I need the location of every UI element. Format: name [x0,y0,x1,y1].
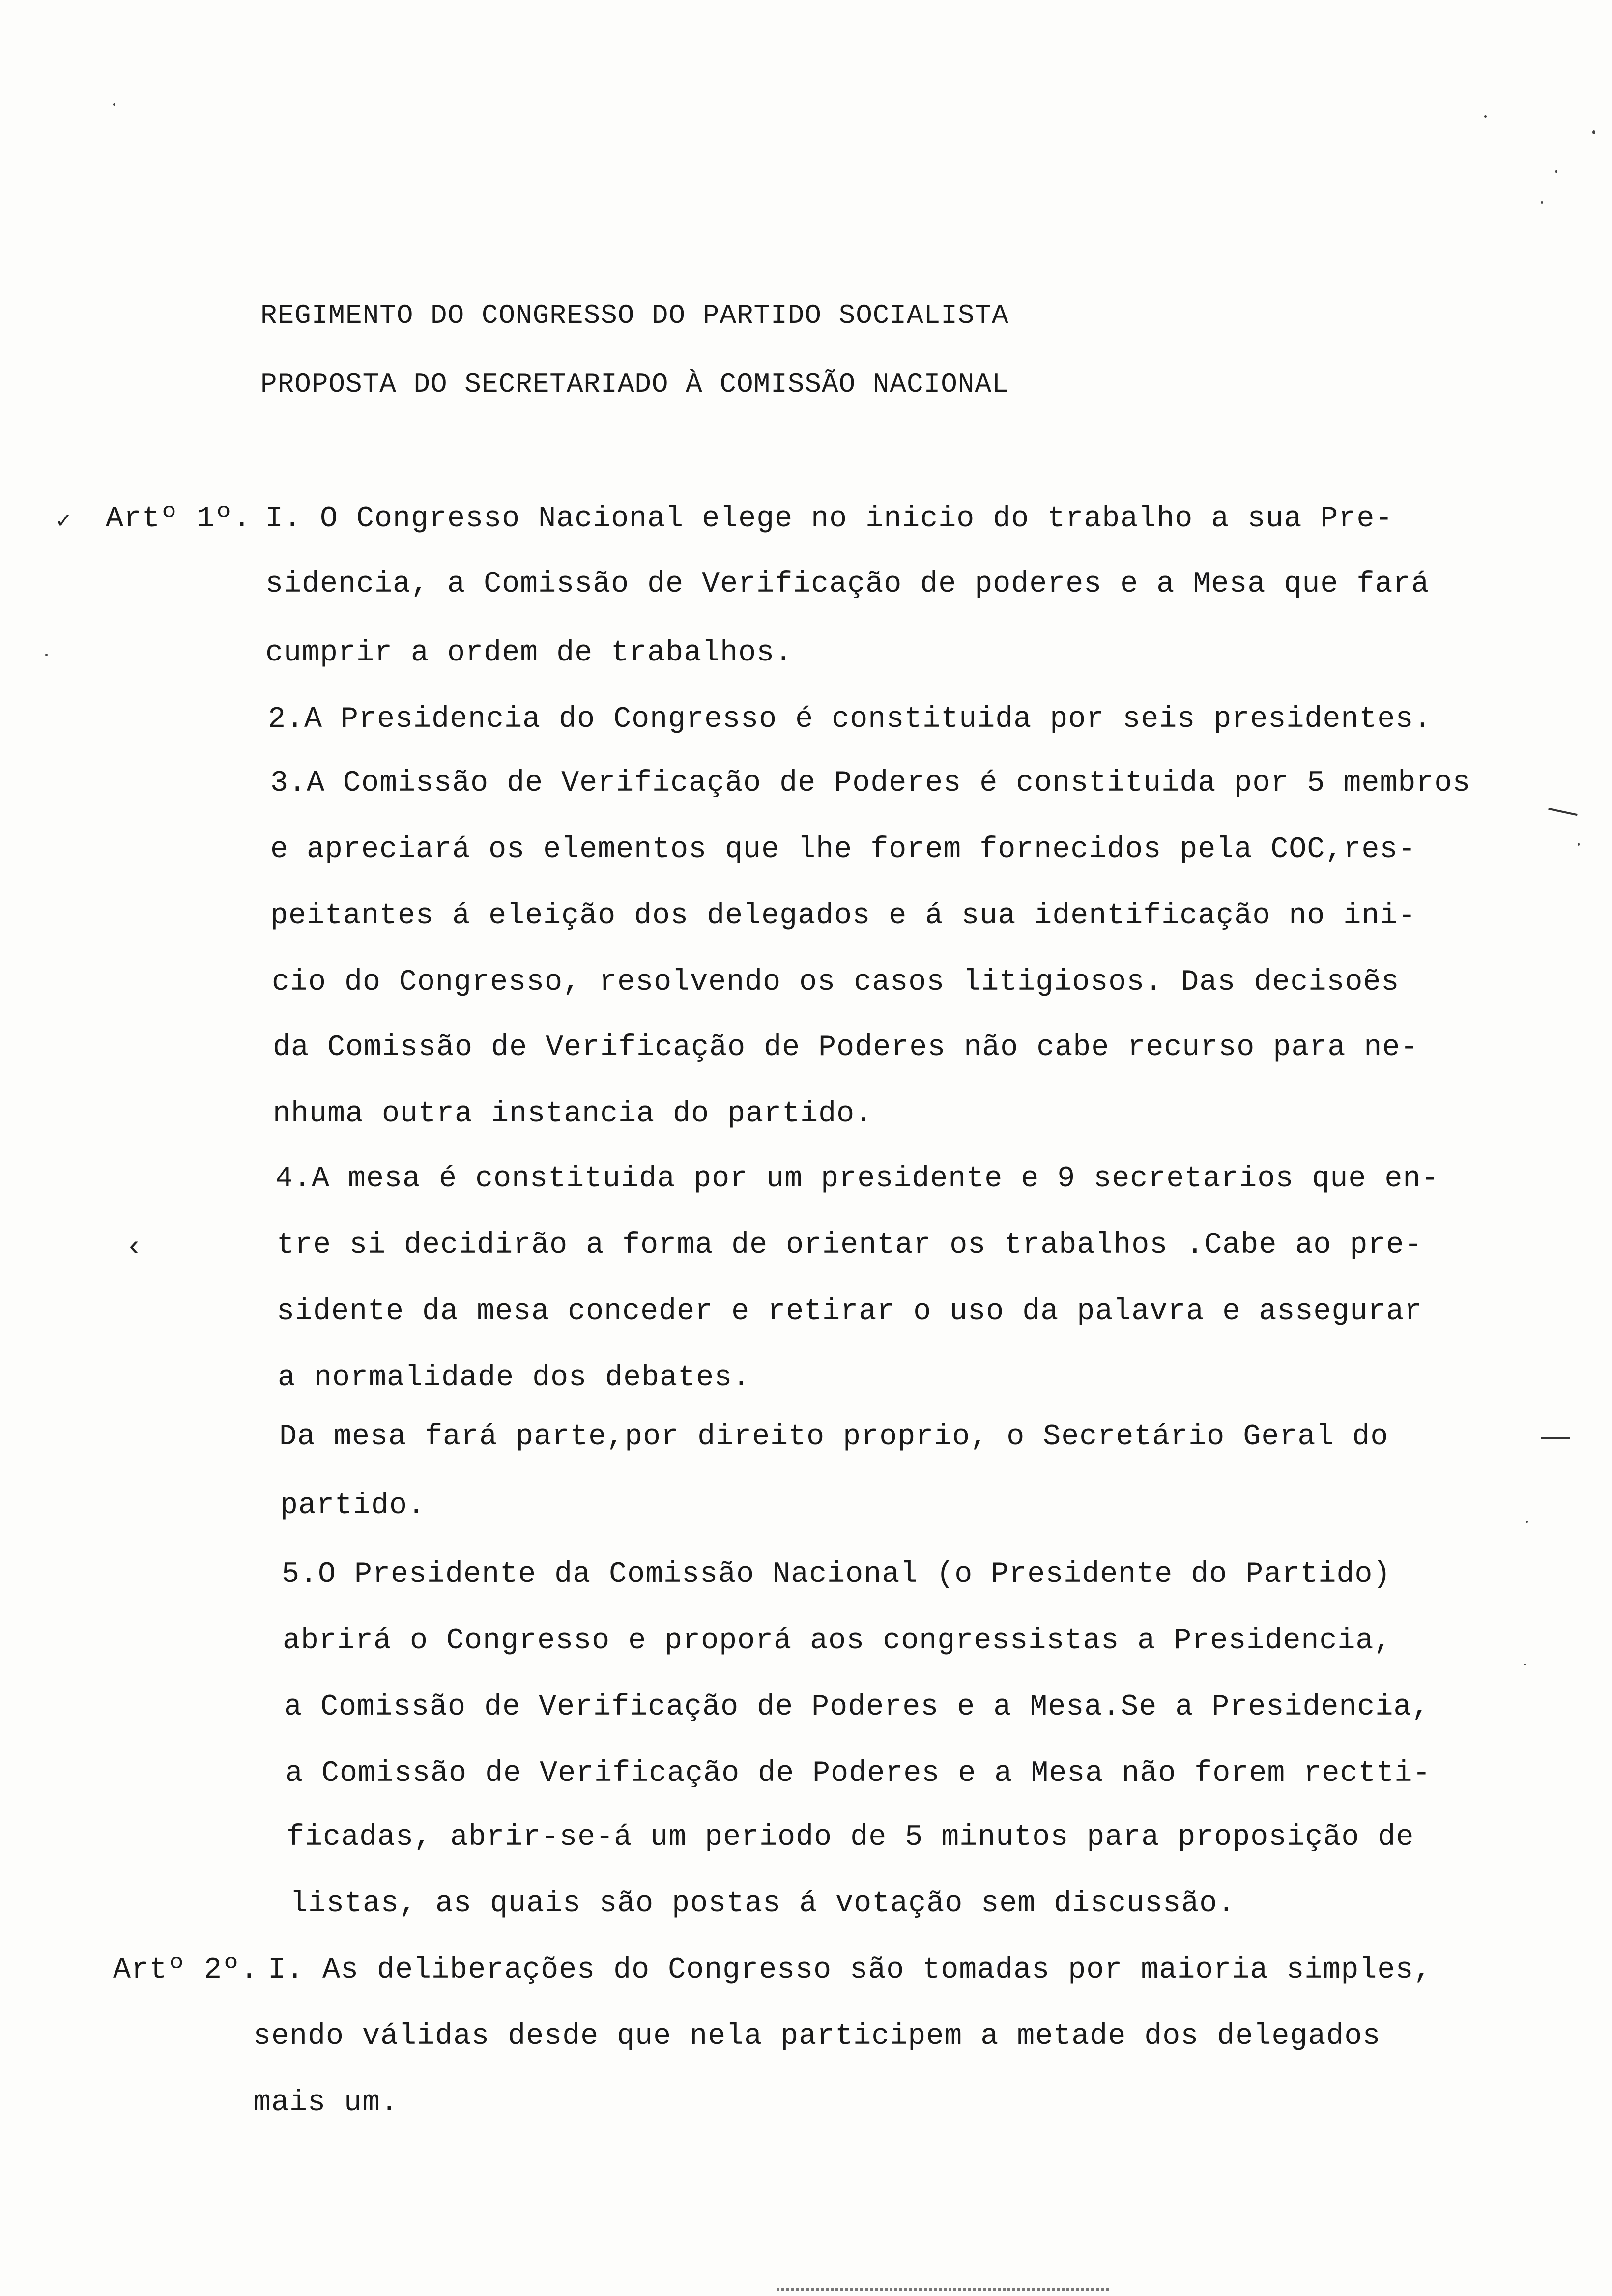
scan-speck [113,103,115,106]
scan-speck [1484,115,1487,118]
article-1-line: a Comissão de Verificação de Poderes e a Mesa.Se a Presidencia, [284,1691,1430,1724]
article-1-line: sidente da mesa conceder e retirar o uso da palavra e assegurar [277,1295,1423,1328]
article-1-line: da Comissão de Verificação de Poderes não cabe recurso para ne- [273,1031,1419,1064]
article-1-line: 3.A Comissão de Verificação de Poderes é constituida por 5 membros [270,767,1471,800]
article-1-line: 5.O Presidente da Comissão Nacional (o Presidente do Partido) [282,1558,1391,1591]
margin-dash [1548,808,1578,816]
article-2-line: sendo válidas desde que nela participem a metade dos delegados [253,2020,1381,2053]
left-arrow-mark: ‹ [125,1231,144,1264]
scan-speck [1541,201,1543,204]
article-2-line: I. As deliberações do Congresso são tomadas por maioria simples, [268,1953,1432,1987]
article-1-line: a normalidade dos debates. [278,1361,751,1395]
article-1-line: sidencia, a Comissão de Verificação de poderes e a Mesa que fará [265,568,1430,601]
article-1-line: tre si decidirão a forma de orientar os trabalhos .Cabe ao pre- [277,1229,1423,1262]
scan-speck [1592,130,1595,134]
margin-dash [1541,1437,1570,1439]
article-1-line: e apreciará os elementos que lhe forem fornecidos pela COC,res- [270,833,1416,866]
article-1-line: abrirá o Congresso e proporá aos congressistas a Presidencia, [283,1624,1392,1658]
scan-speck [45,654,48,656]
scan-speck [1524,1664,1526,1665]
scan-speck [1555,170,1557,173]
article-1-line: ficadas, abrir-se-á um periodo de 5 minutos para proposição de [287,1821,1414,1854]
article-1-line: I. O Congresso Nacional elege no inicio do trabalho a sua Pre- [265,502,1393,536]
article-1-line: listas, as quais são postas á votação sem discussão. [290,1887,1236,1921]
scan-speck [1526,1521,1528,1523]
document-title: REGIMENTO DO CONGRESSO DO PARTIDO SOCIALISTA [260,300,1009,331]
article-1-label: Artº 1º. [106,502,252,536]
scan-speck [1578,843,1580,846]
check-mark-icon: ✓ [57,509,71,535]
article-1-line: cio do Congresso, resolvendo os casos litigiosos. Das decisoẽs [272,966,1400,999]
article-1-line: peitantes á eleição dos delegados e á sua identificação no ini- [270,899,1416,933]
article-2-line: mais um. [253,2086,399,2120]
article-2-label: Artº 2º. [113,1953,259,1987]
article-1-line: nhuma outra instancia do partido. [273,1097,873,1131]
article-1-line: 2.A Presidencia do Congresso é constituida por seis presidentes. [268,703,1432,736]
article-1-line: partido. [280,1489,426,1522]
article-1-line: 4.A mesa é constituida por um presidente e 9 secretarios que en- [275,1162,1439,1196]
document-subtitle: PROPOSTA DO SECRETARIADO À COMISSÃO NACIONAL [260,369,1009,400]
article-1-line: Da mesa fará parte,por direito proprio, o Secretário Geral do [279,1420,1389,1454]
article-1-line: a Comissão de Verificação de Poderes e a Mesa não forem rectti- [285,1757,1431,1790]
article-1-line: cumprir a ordem de trabalhos. [265,636,793,670]
bottom-scan-edge [777,2288,1111,2291]
